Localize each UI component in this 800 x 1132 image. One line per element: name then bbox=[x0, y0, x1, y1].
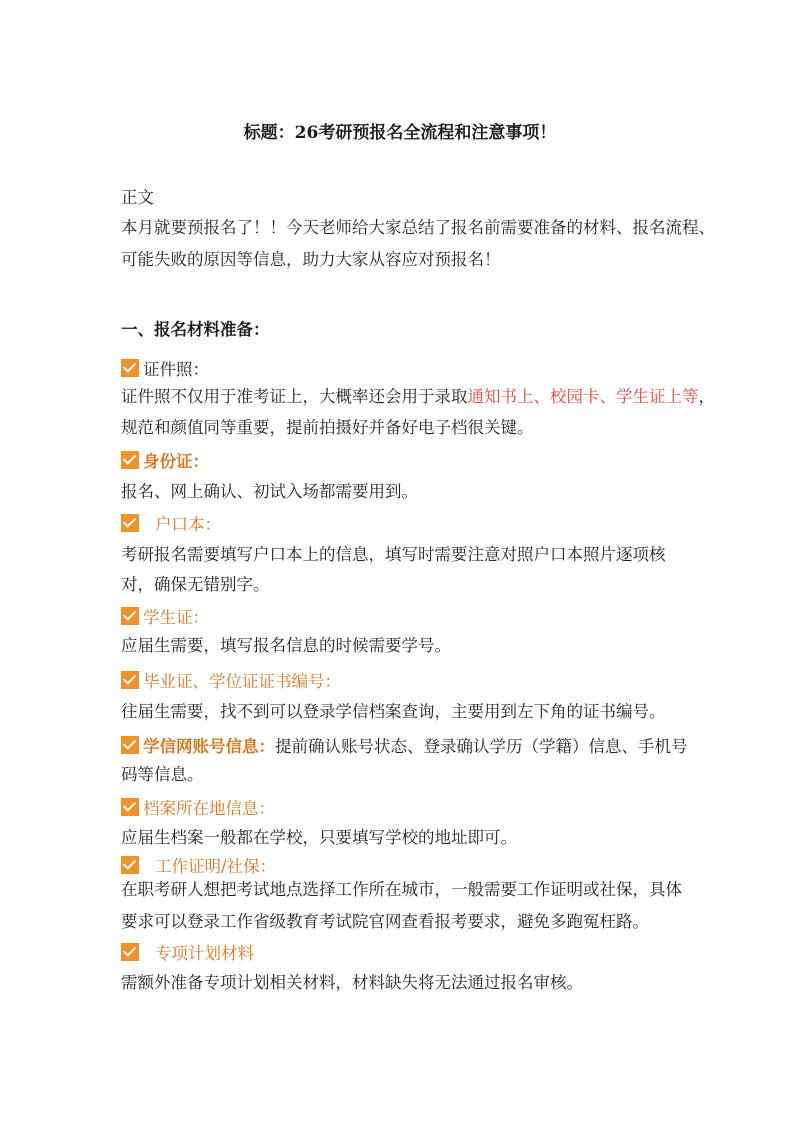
checkbox-icon bbox=[121, 514, 139, 532]
checkbox-icon bbox=[121, 451, 139, 469]
item-label: 户口本： bbox=[155, 515, 221, 534]
checkbox-icon bbox=[121, 856, 139, 874]
item-text-line: 码等信息。 bbox=[121, 765, 204, 784]
item-inline-text: 提前确认账号状态、登录确认学历（学籍）信息、手机号 bbox=[275, 737, 688, 756]
item-text-line: 规范和颜值同等重要，提前拍摄好并备好电子档很关键。 bbox=[121, 418, 534, 437]
item-heading-diploma bbox=[121, 668, 721, 692]
item-text-line: 应届生需要，填写报名信息的时候需要学号。 bbox=[121, 636, 451, 655]
checkbox-icon bbox=[121, 359, 139, 377]
item-heading-special-plan bbox=[121, 940, 721, 964]
document-title: 标题：26考研预报名全流程和注意事项！ bbox=[243, 123, 557, 143]
item-label: 学信网账号信息： bbox=[143, 737, 275, 756]
checkbox-icon bbox=[121, 736, 139, 754]
body-label: 正文 bbox=[121, 188, 154, 207]
intro-line-2: 可能失败的原因等信息，助力大家从容应对预报名！ bbox=[121, 250, 501, 269]
item-label: 档案所在地信息： bbox=[143, 799, 275, 818]
item-text-line: 对，确保无错别字。 bbox=[121, 575, 270, 594]
item-label: 证件照： bbox=[143, 360, 209, 379]
item-text-line: 要求可以登录工作省级教育考试院官网查看报考要求，避免多跑冤枉路。 bbox=[121, 912, 649, 931]
checkbox-icon bbox=[121, 607, 139, 625]
item-label: 身份证： bbox=[143, 452, 209, 471]
item-heading-household bbox=[121, 511, 721, 535]
item-label: 专项计划材料 bbox=[155, 944, 254, 963]
item-text-line: 考研报名需要填写户口本上的信息，填写时需要注意对照户口本照片逐项核 bbox=[121, 545, 666, 564]
item-label: 毕业证、学位证证书编号： bbox=[143, 672, 341, 691]
item-heading-student-card bbox=[121, 604, 721, 628]
item-heading-photo bbox=[121, 356, 721, 380]
item-heading-archive bbox=[121, 795, 721, 819]
item-text-line: 应届生档案一般都在学校，只要填写学校的地址即可。 bbox=[121, 828, 517, 847]
item-text-line: 往届生需要，找不到可以登录学信档案查询，主要用到左下角的证书编号。 bbox=[121, 702, 666, 721]
checkbox-icon bbox=[121, 671, 139, 689]
item-text-line bbox=[121, 385, 715, 409]
item-heading-id-card bbox=[121, 448, 721, 472]
item-text-line: 在职考研人想把考试地点选择工作所在城市，一般需要工作证明或社保，具体 bbox=[121, 880, 682, 899]
checkbox-icon bbox=[121, 943, 139, 961]
highlight-text: 通知书上、校园卡、学生证上等 bbox=[467, 387, 699, 406]
item-label: 学生证： bbox=[143, 608, 209, 627]
text-segment: ， bbox=[698, 387, 715, 406]
item-text-line: 需额外准备专项计划相关材料，材料缺失将无法通过报名审核。 bbox=[121, 973, 583, 992]
text-segment: 证件照不仅用于准考证上，大概率还会用于录取 bbox=[121, 387, 468, 406]
intro-line-1: 本月就要预报名了！！今天老师给大家总结了报名前需要准备的材料、报名流程、 bbox=[121, 218, 715, 237]
item-heading-chsi-account bbox=[121, 733, 721, 757]
checkbox-icon bbox=[121, 798, 139, 816]
section-heading: 一、报名材料准备： bbox=[121, 320, 270, 339]
item-label: 工作证明/社保： bbox=[155, 857, 277, 876]
item-heading-work-proof bbox=[121, 853, 721, 877]
item-text-line: 报名、网上确认、初试入场都需要用到。 bbox=[121, 482, 418, 501]
